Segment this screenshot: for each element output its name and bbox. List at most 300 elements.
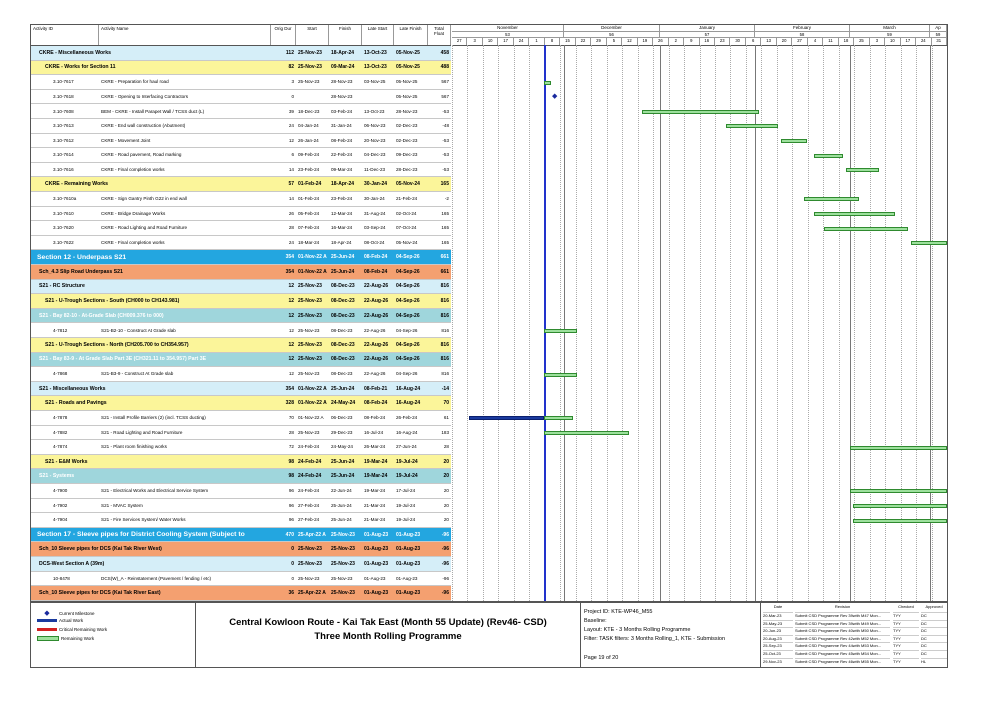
week-gridline [483,45,484,601]
table-row[interactable] [31,294,451,309]
table-row[interactable] [31,90,451,105]
gantt-bar[interactable] [824,227,909,231]
group-title: S21 - RC Structure [39,283,85,290]
cell-lf: 19-Jul-24 [396,517,416,523]
cell-dur: 14 [288,167,294,173]
week-gridline [653,45,654,601]
cell-name: CKRE - Opening to Interfacing Contractors [101,94,189,100]
table-row[interactable] [31,426,451,441]
cell-tf: 20 [443,458,449,465]
legend-label: Current Milestone [59,610,95,616]
cell-ls: 13-Oct-23 [364,108,385,114]
group-title: CKRE - Remaining Works [45,181,109,188]
revision-header: Revision [834,604,851,609]
cell-lf: 04-Sep-26 [396,268,420,275]
col-orig-dur[interactable]: Orig Dur [271,25,296,45]
cell-lf: 28-Nov-23 [396,108,418,114]
table-row[interactable] [31,338,451,353]
cell-finish: 09-Mar-24 [331,167,353,173]
group-title: Sch_10 Sleeve pipes for DCS (Kai Tak River East) [39,589,161,596]
timescale-day: 29 [591,37,606,45]
timescale-day: 3 [467,37,482,45]
revision-header: Approved [925,604,943,609]
cell-lf: 09-Dec-23 [396,152,418,158]
cell-finish: 08-Dec-23 [331,283,355,290]
cell-id: 3.10-7614 [53,152,74,158]
gantt-chart [452,25,947,601]
table-row[interactable] [31,104,451,119]
revision-cell: TYY [893,620,919,626]
revision-cell: TYY [893,650,919,656]
timescale-month: Ap [930,25,947,31]
timescale-week: 53 [452,31,564,37]
week-gridline [638,45,639,601]
gantt-bar[interactable] [814,154,843,158]
cell-ls: 13-Oct-23 [364,49,387,56]
schedule-sheet [30,24,948,602]
cell-start: 25-Nov-23 [298,49,322,56]
cell-finish: 29-Dec-23 [331,429,353,435]
cell-lf: 01-Aug-23 [396,560,421,567]
cell-start: 18-Dec-23 [298,108,320,114]
cell-tf: 661 [440,254,449,261]
cell-finish: 28-Nov-23 [331,79,353,85]
cell-ls: 21-Mar-24 [364,502,386,508]
cell-ls: 19-Mar-24 [364,473,388,480]
group-title: CKRE - Works for Section 11 [45,64,116,71]
timescale-month: February [755,25,850,31]
cell-start: 01-Nov-22 A [298,385,327,392]
cell-start: 25-Nov-23 [298,312,322,319]
timescale-day: 4 [808,37,823,45]
cell-id: 4-7878 [53,415,68,421]
cell-ls: 04-Dec-23 [364,152,386,158]
cell-finish: 18-Apr-24 [331,49,355,56]
cell-id: 3.10-7608 [53,108,74,114]
cell-tf: 20 [443,517,449,523]
revision-cell: DC [921,650,947,656]
table-row[interactable] [31,61,451,76]
cell-id: 3.10-7617 [53,79,74,85]
table-row[interactable] [31,323,451,338]
cell-ls: 01-Aug-23 [364,560,389,567]
table-row[interactable] [31,309,451,324]
table-row[interactable] [31,148,451,163]
table-row[interactable] [31,119,451,134]
cell-start: 23-Feb-24 [298,167,320,173]
cell-start: 24-Feb-24 [298,444,320,450]
cell-lf: 05-Nov-25 [396,79,418,85]
table-row[interactable] [31,177,451,192]
cell-ls: 08-Feb-24 [364,268,388,275]
gantt-bar[interactable] [544,329,577,333]
table-row[interactable] [31,221,451,236]
cell-start: 26-Jan-24 [298,137,319,143]
cell-tf: 20 [443,473,449,480]
revision-cell: 20-Mar-23 [763,612,793,618]
cell-dur: 96 [288,502,294,508]
cell-finish: 18-Apr-24 [331,181,355,188]
cell-dur: 354 [285,254,294,261]
table-row[interactable] [31,250,451,265]
cell-finish: 22-Feb-24 [331,152,353,158]
cell-lf: 04-Sep-26 [396,312,420,319]
col-total-float[interactable]: Total Float [428,25,451,45]
timescale-day: 6 [746,37,761,45]
gantt-bar[interactable] [544,373,577,377]
timescale-day: 27 [452,37,467,45]
col-late-finish[interactable]: Late Finish [394,25,428,45]
cell-tf: 816 [440,283,449,290]
week-gridline [839,45,840,601]
cell-lf: 05-Nov-25 [396,64,420,71]
month-gridline [850,45,851,601]
table-row[interactable] [31,542,451,557]
cell-lf: 26-Feb-24 [396,415,418,421]
timescale-month: January [660,25,755,31]
cell-ls: 08-Feb-24 [364,400,388,407]
cell-dur: 12 [288,371,294,377]
week-gridline [823,45,824,601]
table-row[interactable] [31,572,451,587]
legend-item-milestone [35,609,95,617]
gantt-bar[interactable] [544,81,551,85]
cell-dur: 28 [288,429,294,435]
table-row[interactable] [31,455,451,470]
cell-tf: -53 [442,108,449,114]
cell-finish: 16-Mar-24 [331,225,353,231]
cell-id: 4-7874 [53,444,68,450]
cell-name: S21 - Fire Services System/ Water Works [101,517,186,523]
revision-table [761,603,947,667]
table-row[interactable] [31,207,451,222]
group-title: S21 - U-Trough Sections - North (CH205.700 to CH354.957) [45,341,189,348]
revision-cell: 25-Sep-23 [763,642,793,648]
cell-dur: 6 [291,152,294,158]
cell-ls: 22-Aug-26 [364,341,389,348]
cell-finish: 08-Dec-23 [331,341,355,348]
table-row[interactable] [31,499,451,514]
filter-name: Filter: TASK filters: 3 Months Rolling_1, KTE - Submission [584,636,726,642]
cell-start: 25-Nov-23 [298,79,320,85]
cell-start: 25-Nov-23 [298,546,322,553]
cell-ls: 21-Mar-24 [364,517,386,523]
project-id: Project ID: KTE-WP46_M55 [584,609,653,615]
week-gridline [514,45,515,601]
remaining-bar-swatch [37,636,59,641]
col-activity-id[interactable]: Activity ID [31,25,99,45]
group-title: S21 - Bay 82-10 - At-Grade Slab (CH009.376 to 000) [39,312,164,319]
revision-cell: TYY [893,627,919,633]
cell-lf: 04-Sep-26 [396,356,420,363]
cell-name: CKRE - Road Lighting and Road Furniture [101,225,188,231]
cell-name: CKRE - End wall construction (Abutment) [101,123,186,129]
table-row[interactable] [31,513,451,528]
revision-cell: DC [921,612,947,618]
gantt-bar[interactable] [814,212,895,216]
cell-tf: 567 [441,79,449,85]
cell-ls: 22-Aug-26 [364,371,386,377]
cell-finish: 25-Jun-24 [331,517,352,523]
cell-ls: 22-Aug-26 [364,283,389,290]
cell-ls: 08-Feb-21 [364,385,388,392]
table-row[interactable] [31,440,451,455]
cell-dur: 24 [288,240,294,246]
table-row[interactable] [31,236,451,251]
cell-name: CKRE - Final completion works [101,167,165,173]
cell-ls: 01-Aug-23 [364,589,389,596]
col-finish[interactable]: Finish [329,25,362,45]
timescale-day: 13 [761,37,776,45]
cell-dur: 0 [291,546,294,553]
cell-ls: 03-Nov-25 [364,79,386,85]
cell-id: 4-7904 [53,517,68,523]
cell-id: 4-7868 [53,371,68,377]
table-row[interactable] [31,134,451,149]
table-row[interactable] [31,75,451,90]
cell-dur: 82 [288,64,294,71]
week-gridline [761,45,762,601]
table-row[interactable] [31,469,451,484]
timescale-day: 11 [823,37,838,45]
table-row[interactable] [31,353,451,368]
cell-id: 10-8478 [53,575,70,581]
cell-tf: -53 [442,137,449,143]
timescale-day: 8 [545,37,560,45]
revision-cell: 29-Nov-23 [763,658,793,664]
timescale-day: 17 [901,37,916,45]
cell-ls: 22-Aug-26 [364,312,389,319]
cell-ls: 22-Aug-26 [364,327,386,333]
cell-finish: 24-May-24 [331,444,353,450]
table-row[interactable] [31,46,451,61]
legend-item-actual [35,618,83,623]
cell-id: 3.10-7620 [53,225,74,231]
cell-dur: 0 [291,94,294,100]
cell-start: 04-Jan-24 [298,123,319,129]
col-late-start[interactable]: Late Start [362,25,394,45]
cell-finish: 08-Dec-23 [331,312,355,319]
week-gridline [622,45,623,601]
table-row[interactable] [31,265,451,280]
cell-tf: 661 [440,268,449,275]
table-row[interactable] [31,192,451,207]
revision-cell: 25-May-23 [763,620,793,626]
revision-cell: DC [921,620,947,626]
gantt-bar[interactable] [544,431,629,435]
timescale-day: 15 [560,37,575,45]
cell-tf: 816 [440,356,449,363]
cell-dur: 12 [288,341,294,348]
timescale-day: 18 [839,37,854,45]
gantt-bar[interactable] [726,124,778,128]
cell-tf: 816 [440,341,449,348]
gantt-bar[interactable] [850,489,948,493]
cell-finish: 08-Dec-23 [331,327,353,333]
gantt-bar[interactable] [469,416,544,420]
cell-name: CKRE - Bridge Drainage Works [101,210,166,216]
timescale-day: 5 [607,37,622,45]
week-gridline [792,45,793,601]
legend-item-remaining [35,636,94,641]
timescale-day: 26 [653,37,668,45]
report-subtitle: Three Month Rolling Programme [314,631,462,642]
cell-dur: 24 [288,123,294,129]
cell-lf: 05-Nov-24 [396,240,418,246]
cell-tf: 183 [441,429,449,435]
gantt-bar[interactable] [804,197,859,201]
timescale-header [452,25,947,46]
cell-tf: 567 [441,94,449,100]
cell-name: S21 - Electrical Works and Electrical Service System [101,488,209,494]
cell-finish: 08-Dec-23 [331,371,353,377]
data-date-line [544,45,546,601]
cell-dur: 14 [288,196,294,202]
cell-finish: 25-Jun-24 [331,473,355,480]
timescale-day: 1 [529,37,544,45]
table-row[interactable] [31,367,451,382]
cell-ls: 13-Oct-23 [364,64,387,71]
cell-lf: 16-Aug-24 [396,429,418,435]
cell-lf: 19-Jul-24 [396,458,418,465]
revision-cell: 25-Oct-23 [763,650,793,656]
timescale-day: 10 [885,37,900,45]
table-header [31,25,451,46]
week-gridline [576,45,577,601]
table-row[interactable] [31,411,451,426]
revision-cell: TYY [893,612,919,618]
timescale-week: 59 [930,31,947,37]
cell-finish: 09-Mar-24 [331,64,355,71]
cell-dur: 98 [288,458,294,465]
gantt-bar[interactable] [642,110,759,114]
revision-cell: 20-Jun-23 [763,627,793,633]
cell-start: 24-Feb-24 [298,488,320,494]
cell-tf: 165 [441,210,449,216]
table-row[interactable] [31,586,451,601]
cell-dur: 12 [288,297,294,304]
gantt-bar[interactable] [846,168,879,172]
cell-name: CKRE - Sign Gantry Pinth G22 in end wall [101,196,187,202]
cell-tf: 165 [441,240,449,246]
cell-lf: 07-Oct-24 [396,225,417,231]
cell-dur: 12 [288,356,294,363]
week-gridline [777,45,778,601]
cell-dur: 112 [285,49,294,56]
table-row[interactable] [31,280,451,295]
cell-tf: -53 [442,152,449,158]
cell-tf: -96 [442,575,449,581]
revision-header: Date [773,604,783,609]
gantt-bar[interactable] [850,446,948,450]
cell-finish: 28-Nov-23 [331,94,353,100]
col-activity-name[interactable]: Activity Name [99,25,271,45]
cell-start: 05-Feb-24 [298,210,320,216]
cell-start: 25-Nov-23 [298,429,320,435]
group-title: Sch_10 Sleeve pipes for DCS (Kai Tak River West) [39,546,162,553]
cell-lf: 05-Nov-25 [396,49,420,56]
cell-lf: 27-Jun-24 [396,444,417,450]
cell-ls: 22-Aug-26 [364,356,389,363]
cell-tf: 816 [440,312,449,319]
cell-ls: 08-Feb-24 [364,415,386,421]
cell-name: BEM - CKRE - Install Parapet Wall / TCSS duct (L) [101,108,205,114]
cell-tf: 458 [440,49,449,56]
cell-finish: 12-Mar-24 [331,210,353,216]
cell-ls: 26-Mar-24 [364,444,386,450]
timescale-week: 56 [564,31,660,37]
footer [30,602,948,668]
gantt-bar[interactable] [853,504,947,508]
table-row[interactable] [31,382,451,397]
table-row[interactable] [31,557,451,572]
col-start[interactable]: Start [296,25,329,45]
cell-finish: 08-Dec-23 [331,297,355,304]
cell-lf: 04-Sep-26 [396,297,420,304]
revision-cell: Submit CSD Programme Rev 44with M53 Mon... [795,642,890,648]
cell-tf: 488 [440,64,449,71]
week-gridline [669,45,670,601]
table-row[interactable] [31,484,451,499]
cell-tf: -96 [441,531,449,538]
cell-tf: 165 [441,225,449,231]
week-gridline [607,45,608,601]
cell-tf: -96 [441,546,449,553]
cell-finish: 24-May-24 [331,400,356,407]
cell-start [296,90,329,104]
cell-lf: 16-Aug-24 [396,385,421,392]
cell-start: 25-Nov-23 [298,356,322,363]
revision-cell: DC [921,635,947,641]
cell-lf: 28-Dec-23 [396,167,418,173]
cell-ls: 19-Mar-24 [364,458,388,465]
cell-tf: 816 [441,327,449,333]
table-row[interactable] [31,163,451,178]
cell-start: 27-Feb-24 [298,502,320,508]
group-title: S21 - Systems [39,473,75,480]
actual-bar-swatch [37,619,57,622]
cell-dur: 354 [285,268,294,275]
cell-id: 4-7902 [53,502,68,508]
group-title: Section 17 - Sleeve pipes for District Cooling System (Subject to [37,531,245,539]
group-title: Section 12 - Underpass S21 [37,253,127,261]
cell-dur: 470 [285,531,294,538]
cell-tf: -14 [441,385,449,392]
cell-lf: 19-Jul-24 [396,473,418,480]
cell-finish: 25-Jun-24 [331,385,355,392]
gantt-bar[interactable] [911,241,947,245]
group-title: CKRE - Miscellaneous Works [39,49,111,56]
cell-finish: 25-Jun-24 [331,268,355,275]
gantt-bar[interactable] [544,416,573,420]
cell-finish: 25-Jun-24 [331,502,352,508]
gantt-bar[interactable] [853,519,947,523]
cell-dur: 26 [288,210,294,216]
table-row[interactable] [31,528,451,543]
cell-finish: 25-Nov-23 [331,589,355,596]
table-row[interactable] [31,396,451,411]
gantt-bar[interactable] [781,139,807,143]
cell-start: 01-Feb-24 [298,181,322,188]
cell-start: 25-Apr-22 A [298,531,326,538]
week-gridline [467,45,468,601]
cell-ls: 06-Nov-23 [364,123,386,129]
cell-lf: 02-Dec-23 [396,123,418,129]
milestone-diamond-icon[interactable]: ◆ [552,92,558,100]
revision-cell: TYY [893,658,919,664]
cell-start: 24-Feb-24 [298,458,322,465]
month-gridline [564,45,565,601]
